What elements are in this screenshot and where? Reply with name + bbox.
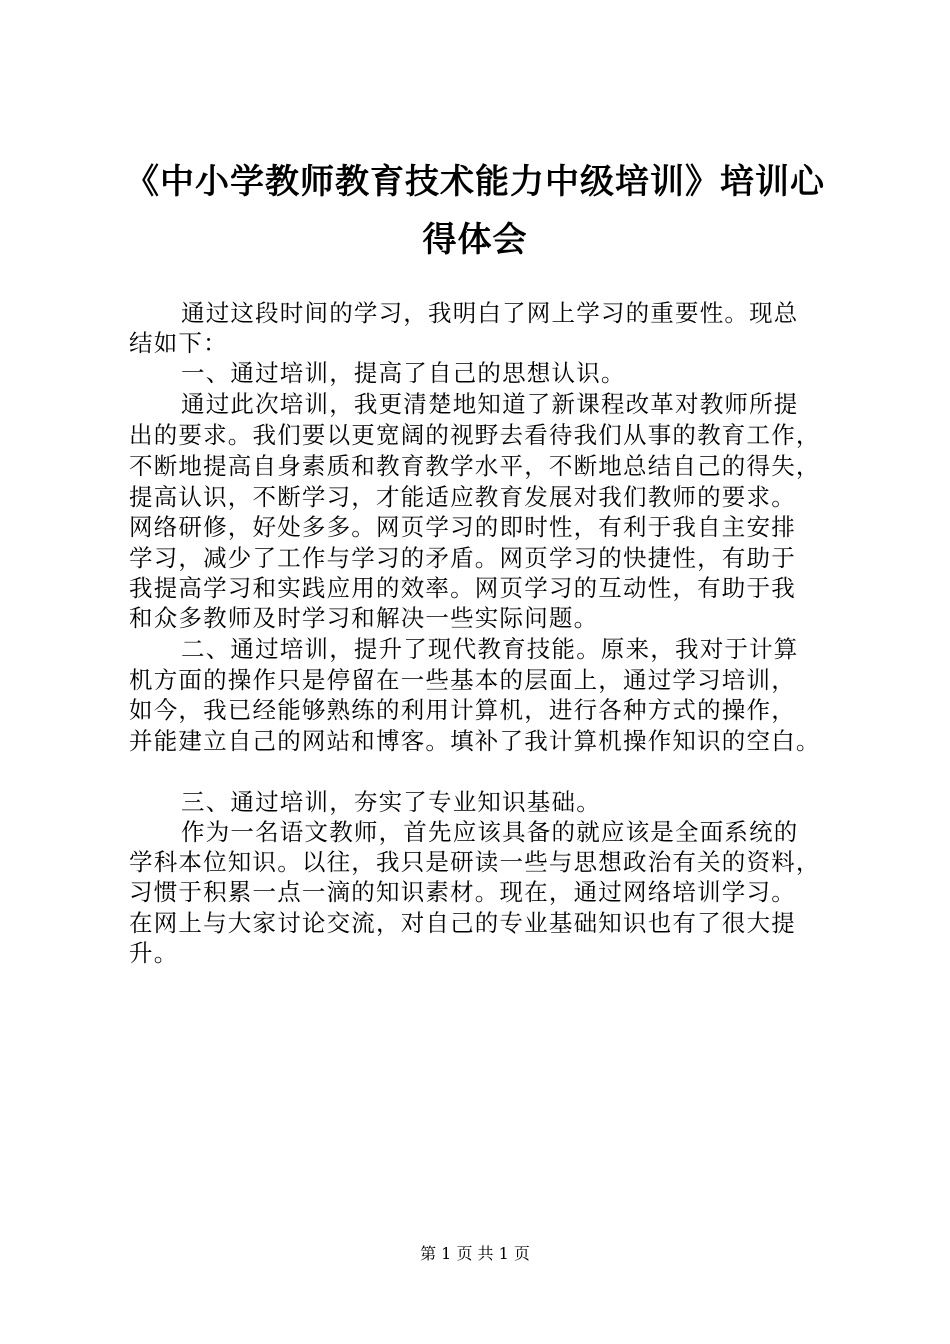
page-number-footer: 第 1 页 共 1 页	[420, 1244, 530, 1263]
section-heading: 三、通过培训，夯实了专业知识基础。	[181, 788, 601, 816]
paragraph-line: 升。	[129, 939, 179, 967]
paragraph-line: 并能建立自己的网站和博客。填补了我计算机操作知识的空白。	[129, 727, 821, 755]
paragraph-line: 通过这段时间的学习，我明白了网上学习的重要性。现总	[181, 299, 799, 327]
paragraph-line: 作为一名语文教师，首先应该具备的就应该是全面系统的	[181, 818, 799, 846]
paragraph-line: 学习，减少了工作与学习的矛盾。网页学习的快捷性，有助于	[129, 544, 796, 572]
paragraph-line: 提高认识，不断学习，才能适应教育发展对我们教师的要求。	[129, 483, 796, 511]
paragraph-line: 网络研修，好处多多。网页学习的即时性，有利于我自主安排	[129, 513, 796, 541]
paragraph-line: 如今，我已经能够熟练的利用计算机，进行各种方式的操作，	[129, 696, 796, 724]
document-title-line-1: 《中小学教师教育技术能力中级培训》培训心	[125, 162, 825, 202]
paragraph-line: 结如下：	[129, 329, 228, 357]
section-heading: 一、通过培训，提高了自己的思想认识。	[181, 359, 626, 387]
paragraph-line: 我提高学习和实践应用的效率。网页学习的互动性，有助于我	[129, 574, 796, 602]
paragraph-line: 机方面的操作只是停留在一些基本的层面上，通过学习培训，	[129, 666, 796, 694]
paragraph-line: 出的要求。我们要以更宽阔的视野去看待我们从事的教育工作，	[129, 421, 821, 449]
paragraph-line: 学科本位知识。以往，我只是研读一些与思想政治有关的资料，	[129, 848, 821, 876]
paragraph-line: 习惯于积累一点一滴的知识素材。现在，通过网络培训学习。	[129, 878, 796, 906]
paragraph-line: 和众多教师及时学习和解决一些实际问题。	[129, 604, 599, 632]
document-title-line-2: 得体会	[422, 220, 528, 260]
paragraph-line: 通过此次培训，我更清楚地知道了新课程改革对教师所提	[181, 390, 799, 418]
section-heading: 二、通过培训，提升了现代教育技能。原来，我对于计算	[181, 635, 799, 663]
paragraph-line: 不断地提高自身素质和教育教学水平，不断地总结自己的得失，	[129, 452, 821, 480]
paragraph-line: 在网上与大家讨论交流，对自己的专业基础知识也有了很大提	[129, 909, 796, 937]
